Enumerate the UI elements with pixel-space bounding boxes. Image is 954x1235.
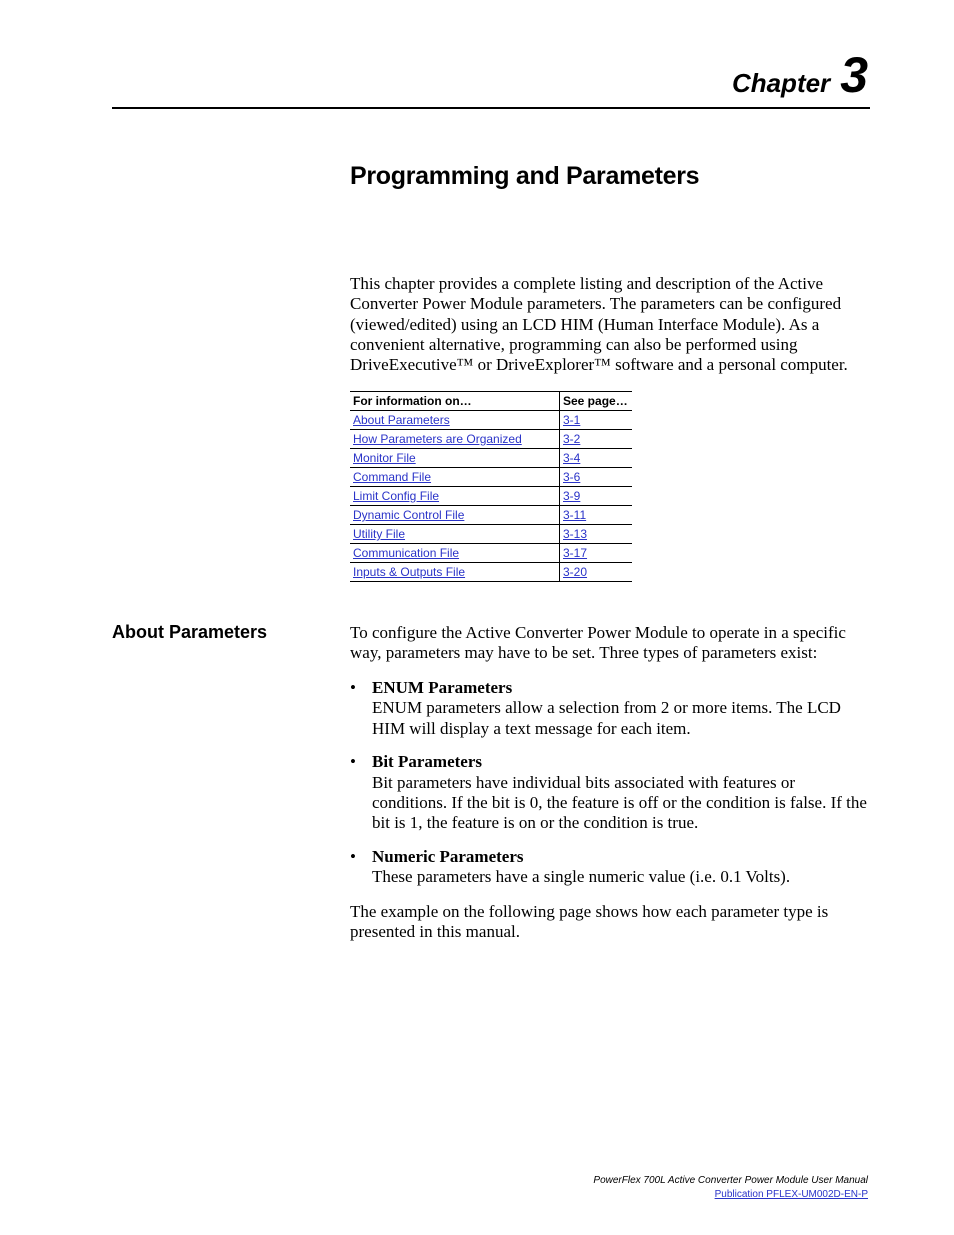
table-row <box>350 544 632 563</box>
table-row <box>350 449 632 468</box>
toc-page-link[interactable]: 3-6 <box>563 470 581 484</box>
table-row <box>350 563 632 582</box>
toc-link-dynamic-control-file[interactable]: Dynamic Control File <box>353 508 465 522</box>
toc-page-link[interactable]: 3-4 <box>563 451 581 465</box>
table-row <box>350 525 632 544</box>
list-item <box>350 847 872 888</box>
toc-header-page: See page… <box>560 392 633 411</box>
bullet-icon: • <box>350 752 356 772</box>
toc-link-about-parameters[interactable]: About Parameters <box>353 413 450 427</box>
toc-link-utility-file[interactable]: Utility File <box>353 527 406 541</box>
toc-header-topic: For information on… <box>350 392 560 411</box>
footer-publication-link[interactable]: Publication PFLEX-UM002D-EN-P <box>714 1189 868 1200</box>
toc-header-row <box>350 392 632 411</box>
list-item <box>350 752 872 833</box>
page-footer <box>593 1174 868 1202</box>
table-row <box>350 468 632 487</box>
footer-manual-title: PowerFlex 700L Active Converter Power Module User Manual <box>593 1175 868 1186</box>
bullet-title: Numeric Parameters <box>372 847 524 867</box>
toc-table <box>350 391 632 582</box>
toc-page-link[interactable]: 3-1 <box>563 413 581 427</box>
section-heading-about-parameters: About Parameters <box>112 622 268 642</box>
table-row <box>350 506 632 525</box>
toc-page-link[interactable]: 3-11 <box>563 508 587 522</box>
header-rule <box>112 107 870 109</box>
toc-page-link[interactable]: 3-20 <box>563 565 588 579</box>
intro-paragraph: This chapter provides a complete listing and description of the Active Converter Power Module parameters. The parameters can be configured (viewed/edited) using an LCD HIM (Human Interface Module). As a convenient alternative, programming can also be performed using DriveExecutive™ or DriveExplorer™ software and a personal computer. <box>350 274 848 375</box>
table-row <box>350 411 632 430</box>
table-row <box>350 430 632 449</box>
closing-paragraph: The example on the following page shows how each parameter type is presented in this manual. <box>350 902 829 942</box>
toc-link-command-file[interactable]: Command File <box>353 470 432 484</box>
chapter-number: 3 <box>840 47 868 103</box>
bullet-text: Bit parameters have individual bits associated with features or conditions. If the bit is 0, the feature is off or the condition is false. If the bit is 1, the feature is on or the condition is true. <box>372 772 867 833</box>
bullet-icon: • <box>350 847 356 867</box>
toc-page-link[interactable]: 3-2 <box>563 432 581 446</box>
toc-link-monitor-file[interactable]: Monitor File <box>353 451 416 465</box>
chapter-heading <box>731 47 868 103</box>
toc-page-link[interactable]: 3-13 <box>563 527 588 541</box>
about-intro-paragraph: To configure the Active Converter Power Module to operate in a specific way, parameters may have to be set. Three types of parameters exist: <box>350 623 846 663</box>
bullet-text: These parameters have a single numeric value (i.e. 0.1 Volts). <box>372 867 791 887</box>
toc-page-link[interactable]: 3-9 <box>563 489 581 503</box>
table-row <box>350 487 632 506</box>
bullet-text: ENUM parameters allow a selection from 2 or more items. The LCD HIM will display a text message for each item. <box>372 698 841 738</box>
parameter-type-list <box>350 678 872 901</box>
toc-page-link[interactable]: 3-17 <box>563 546 588 560</box>
toc-link-limit-config-file[interactable]: Limit Config File <box>353 489 440 503</box>
page-title: Programming and Parameters <box>350 162 700 190</box>
bullet-title: Bit Parameters <box>372 752 482 772</box>
toc-link-how-parameters-organized[interactable]: How Parameters are Organized <box>353 432 522 446</box>
list-item <box>350 678 872 739</box>
bullet-icon: • <box>350 678 356 697</box>
toc-link-inputs-outputs-file[interactable]: Inputs & Outputs File <box>353 565 466 579</box>
chapter-label: Chapter <box>731 68 831 98</box>
bullet-title: ENUM Parameters <box>372 678 513 697</box>
toc-link-communication-file[interactable]: Communication File <box>353 546 460 560</box>
